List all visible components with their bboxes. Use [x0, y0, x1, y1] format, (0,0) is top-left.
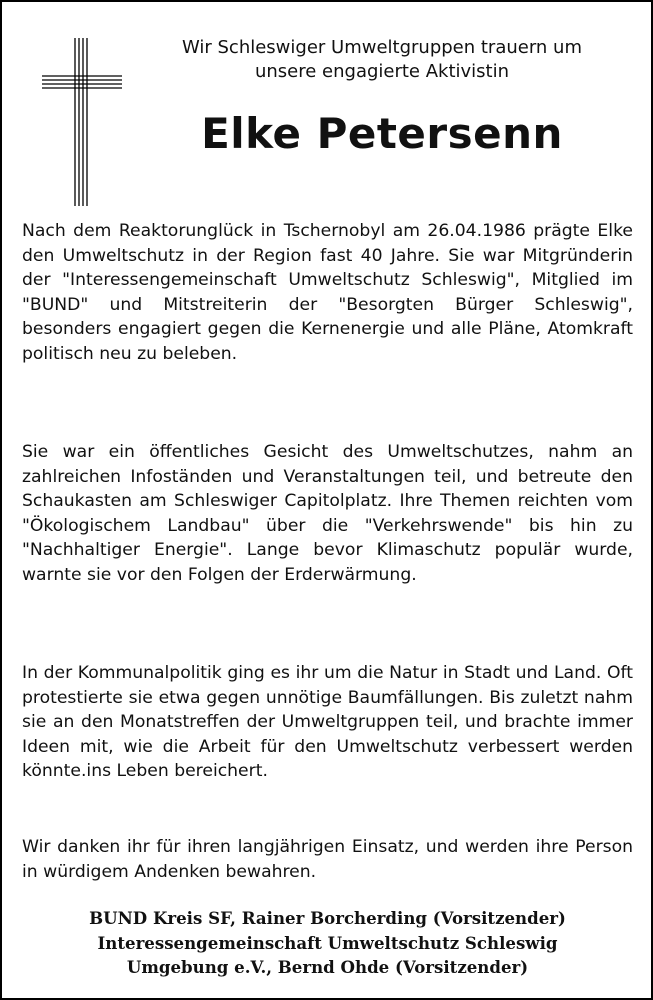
- signature-line-2: Interessengemeinschaft Umweltschutz Schleswig: [97, 932, 558, 953]
- header: [152, 36, 612, 162]
- intro-line-1: Wir Schleswiger Umweltgruppen trauern um: [181, 37, 583, 58]
- deceased-name: Elke Petersenn: [201, 109, 563, 158]
- signature-line-3: Umgebung e.V., Bernd Ohde (Vorsitzender): [126, 957, 529, 977]
- signature-line-1: BUND Kreis SF, Rainer Borcherding (Vorsitzender): [89, 908, 566, 928]
- paragraph-1: Nach dem Reaktorunglück in Tschernobyl am 26.04.1986 prägte Elke den Umweltschutz in der Region fast 40 Jahre. Sie war Mitgründerin der "Interessengemeinschaft Umweltschutz Schleswig", Mitglied im "BUND" und Mitstreiterin der "Besorgten Bürger Schleswig", besonders engagiert gegen die Kernenergie und alle Pläne, Atomkraft politisch neu zu beleben.: [22, 221, 633, 364]
- signature-block: [22, 906, 633, 980]
- paragraph-4: Wir danken ihr für ihren langjährigen Einsatz, und werden ihre Person in würdigem Andenken bewahren.: [22, 837, 633, 882]
- paragraph-2: Sie war ein öffentliches Gesicht des Umweltschutzes, nahm an zahlreichen Infoständen und Veranstaltungen teil, und betreute den Schaukasten am Schleswiger Capitolplatz. Ihre Themen reichten vom "Ökologischem Landbau" über die "Verkehrswende" bis hin zu "Nachhaltiger Energie". Lange bevor Klimaschutz populär wurde, warnte sie vor den Folgen der Erderwärmung.: [22, 442, 633, 585]
- cross-icon: [40, 36, 124, 208]
- intro-line-2: unsere engagierte Aktivistin: [254, 61, 510, 82]
- paragraph-3: In der Kommunalpolitik ging es ihr um die Natur in Stadt und Land. Oft protestierte sie etwa gegen unnötige Baumfällungen. Bis zuletzt nahm sie an den Monatstreffen der Umweltgruppen teil, und brachte immer Ideen mit, wie die Arbeit für den Umweltschutz verbessert werden könnte.ins Leben bereichert.: [22, 663, 633, 782]
